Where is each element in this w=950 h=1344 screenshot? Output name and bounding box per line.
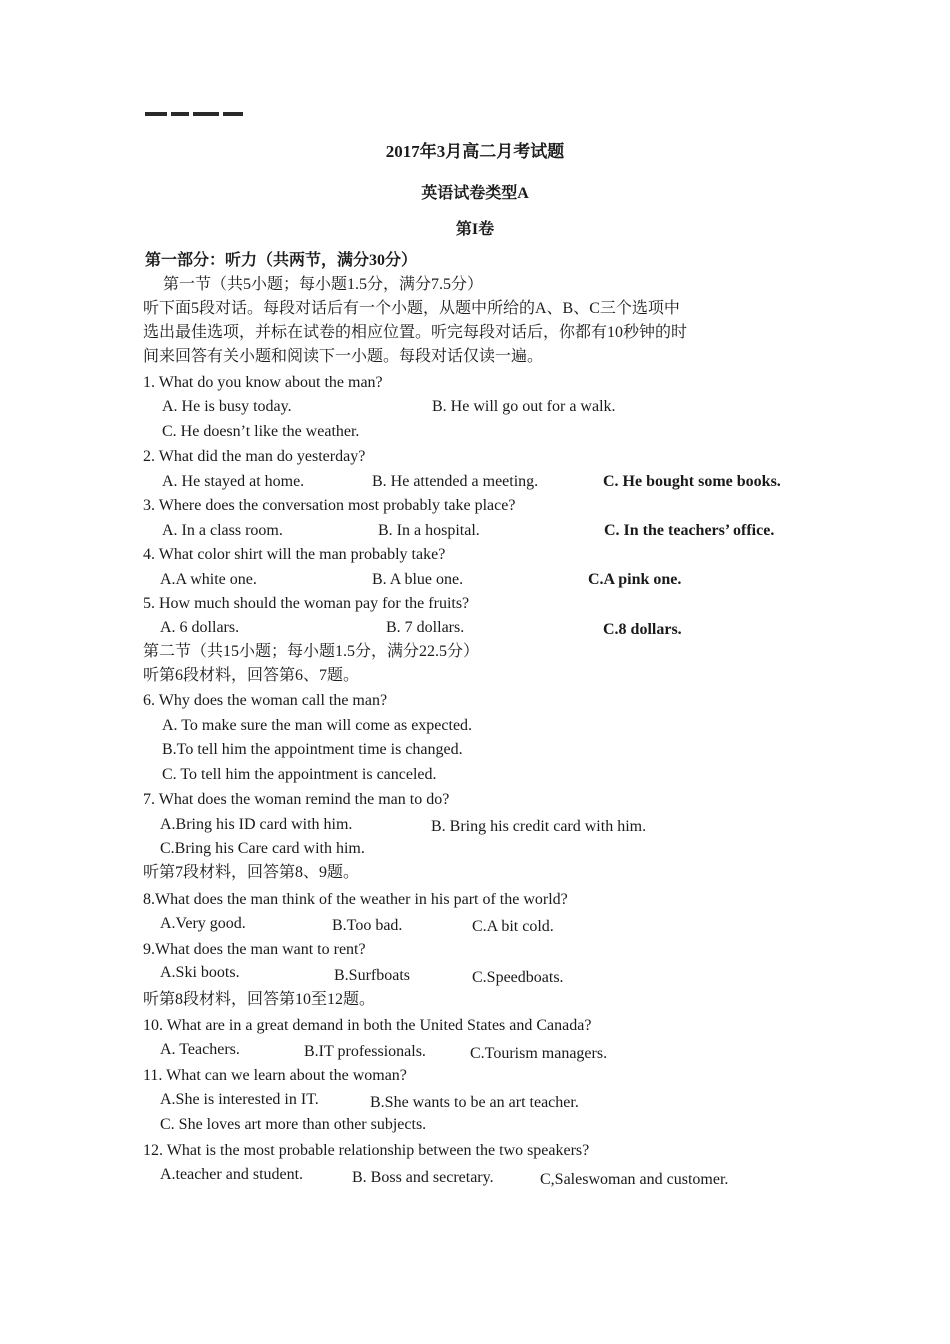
option-b: B.Too bad. [332,917,403,934]
option-a: A. 6 dollars. [160,619,240,636]
question-stem: 5. How much should the woman pay for the fruits? [143,595,470,612]
option-a: A.A white one. [160,571,257,588]
option-b: B.IT professionals. [304,1043,426,1060]
question-stem: 11. What can we learn about the woman? [143,1067,407,1084]
option-b: B. Boss and secretary. [352,1169,494,1186]
option-a: A.teacher and student. [160,1166,304,1183]
option-b: B. In a hospital. [378,522,480,539]
option-a: A.Very good. [160,915,246,932]
option-c: C. He doesn’t like the weather. [162,423,360,440]
material-8-instruction: 听第8段材料，回答第10至12题。 [143,991,376,1008]
question-stem: 7. What does the woman remind the man to do? [143,791,450,808]
option-c: C.8 dollars. [603,621,682,638]
cropped-header-fragment [145,112,255,128]
question-stem: 10. What are in a great demand in both the United States and Canada? [143,1017,592,1034]
exam-title: 2017年3月高二月考试题 [385,142,565,161]
option-c: C. To tell him the appointment is canceled. [162,766,437,783]
option-a: A. To make sure the man will come as expected. [162,717,473,734]
question-stem: 1. What do you know about the man? [143,374,383,391]
option-b: B. Bring his credit card with him. [431,818,647,835]
option-a: A. He stayed at home. [162,473,305,490]
option-b: B. A blue one. [372,571,464,588]
exam-subtitle: 英语试卷类型A [421,185,529,202]
question-stem: 8.What does the man think of the weather in his part of the world? [143,891,568,908]
question-stem: 4. What color shirt will the man probably take? [143,546,446,563]
question-stem: 3. Where does the conversation most probably take place? [143,497,516,514]
option-c: C,Saleswoman and customer. [540,1171,729,1188]
option-c: C. In the teachers’ office. [604,522,775,539]
option-c: C.A bit cold. [472,918,554,935]
option-c: C. He bought some books. [603,473,781,490]
instruction-line: 选出最佳选项，并标在试卷的相应位置。听完每段对话后，你都有10秒钟的时 [143,324,688,341]
option-b: B. 7 dollars. [386,619,465,636]
question-stem: 2. What did the man do yesterday? [143,448,366,465]
option-a: A.She is interested in IT. [160,1091,319,1108]
option-b: B.To tell him the appointment time is changed. [162,741,463,758]
option-a: A. He is busy today. [162,398,292,415]
option-a: A.Bring his ID card with him. [160,816,353,833]
option-c: C.A pink one. [588,571,682,588]
question-stem: 12. What is the most probable relationship between the two speakers? [143,1142,590,1159]
option-a: A. In a class room. [162,522,283,539]
question-stem: 9.What does the man want to rent? [143,941,366,958]
option-c: C.Tourism managers. [470,1045,608,1062]
option-b: B.She wants to be an art teacher. [370,1094,579,1111]
instruction-line: 听下面5段对话。每段对话后有一个小题，从题中所给的A、B、C三个选项中 [143,300,680,317]
option-b: B.Surfboats [334,967,410,984]
option-c: C.Speedboats. [472,969,564,986]
material-6-instruction: 听第6段材料，回答第6、7题。 [143,667,360,684]
option-a: A.Ski boots. [160,964,240,981]
section1-heading: 第一节（共5小题；每小题1.5分，满分7.5分） [163,276,484,293]
material-7-instruction: 听第7段材料，回答第8、9题。 [143,864,360,881]
option-b: B. He attended a meeting. [372,473,539,490]
part1-heading: 第一部分：听力（共两节，满分30分） [145,252,418,269]
instruction-line: 间来回答有关小题和阅读下一小题。每段对话仅读一遍。 [143,348,544,365]
option-a: A. Teachers. [160,1041,240,1058]
option-b: B. He will go out for a walk. [432,398,616,415]
section2-heading: 第二节（共15小题；每小题1.5分，满分22.5分） [143,643,480,660]
option-c: C. She loves art more than other subjects. [160,1116,427,1133]
option-c: C.Bring his Care card with him. [160,840,365,857]
question-stem: 6. Why does the woman call the man? [143,692,388,709]
volume-label: 第I卷 [455,221,495,238]
